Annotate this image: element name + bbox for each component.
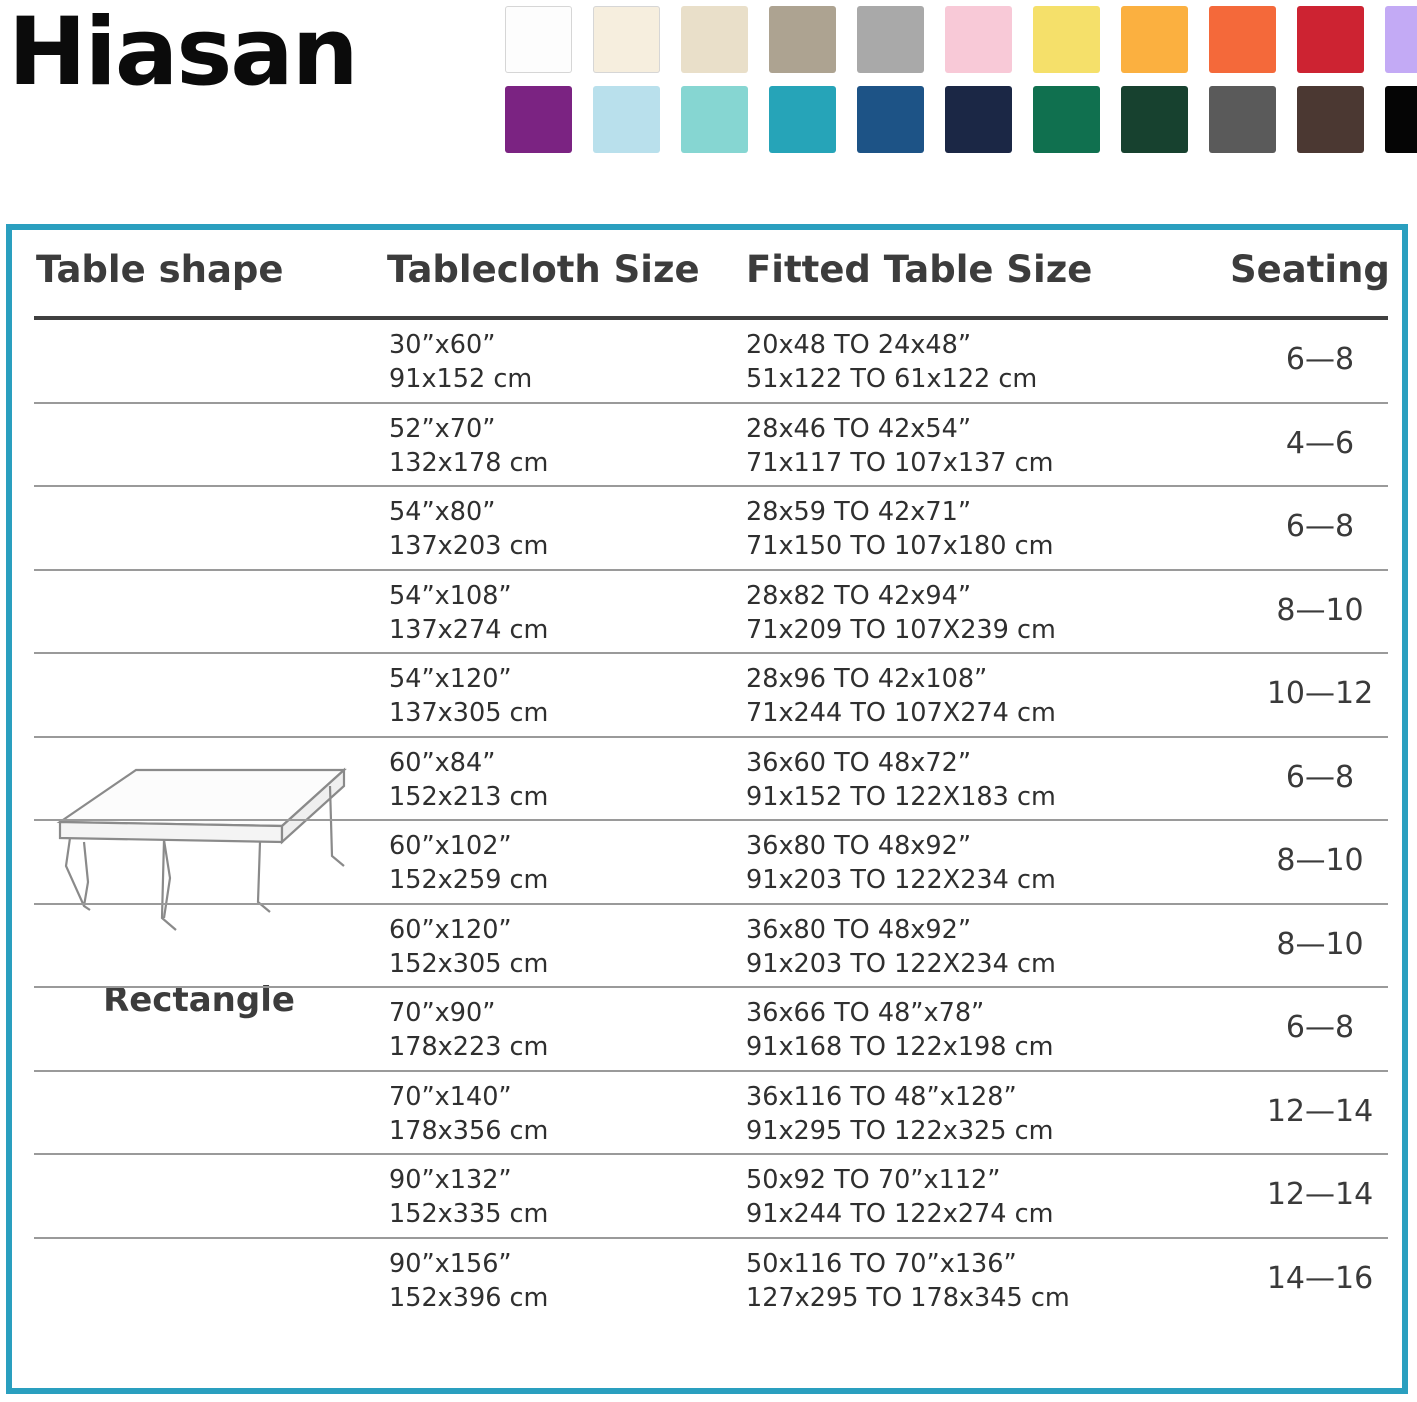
cloth-inches: 60”x120”: [389, 914, 512, 945]
cell-seating: 10—12: [1266, 676, 1374, 711]
table-row: [34, 1072, 1388, 1156]
table-row: [34, 988, 1388, 1072]
swatch-lavender[interactable]: [1385, 6, 1417, 73]
swatch-navy-blue[interactable]: [857, 86, 924, 153]
swatch-taupe[interactable]: [769, 6, 836, 73]
cell-tablecloth-size: [389, 328, 532, 397]
cloth-inches: 54”x108”: [389, 580, 512, 611]
fitted-inches: 36x80 TO 48x92”: [746, 914, 972, 945]
cloth-cm: 178x223 cm: [389, 1032, 549, 1063]
swatch-charcoal[interactable]: [1209, 86, 1276, 153]
cloth-cm: 137x274 cm: [389, 614, 549, 645]
swatch-powder-blue[interactable]: [593, 86, 660, 153]
column-header-seating: Seating: [1230, 248, 1390, 291]
cloth-inches: 54”x80”: [389, 497, 496, 527]
cell-seating: 6—8: [1285, 509, 1355, 544]
cell-fitted-table-size: [746, 662, 1056, 731]
table-row: [34, 821, 1388, 905]
swatch-gray[interactable]: [857, 6, 924, 73]
swatch-aqua[interactable]: [681, 86, 748, 153]
table-row: [34, 654, 1388, 738]
table-row: [34, 1239, 1388, 1321]
cloth-cm: 152x335 cm: [389, 1199, 549, 1230]
cloth-inches: 70”x140”: [389, 1081, 512, 1112]
swatch-teal[interactable]: [769, 86, 836, 153]
fitted-cm: 91x168 TO 122x198 cm: [746, 1032, 1054, 1063]
fitted-cm: 51x122 TO 61x122 cm: [746, 364, 1038, 395]
cell-fitted-table-size: [746, 412, 1053, 481]
table-row: [34, 738, 1388, 822]
cell-seating: 6—8: [1285, 342, 1355, 377]
cell-tablecloth-size: [389, 495, 548, 564]
cell-fitted-table-size: [746, 913, 1056, 982]
cloth-inches: 60”x84”: [389, 747, 496, 778]
swatch-orange[interactable]: [1209, 6, 1276, 73]
size-chart-panel: [6, 224, 1408, 1394]
size-chart-header-row: [34, 248, 1388, 320]
fitted-inches: 50x92 TO 70”x112”: [746, 1165, 1001, 1195]
fitted-inches: 50x116 TO 70”x136”: [746, 1248, 1017, 1279]
cell-seating: 6—8: [1285, 759, 1355, 795]
table-row: [34, 487, 1388, 571]
column-header-fitted-table-size: Fitted Table Size: [746, 248, 1093, 291]
fitted-inches: 28x96 TO 42x108”: [746, 664, 988, 694]
fitted-cm: 71x117 TO 107x137 cm: [746, 447, 1054, 478]
cloth-cm: 152x305 cm: [389, 948, 549, 979]
cloth-cm: 137x305 cm: [389, 698, 549, 729]
swatch-ivory[interactable]: [593, 6, 660, 73]
cell-seating: 14—16: [1266, 1260, 1374, 1296]
cell-fitted-table-size: [746, 328, 1037, 397]
cell-tablecloth-size: [389, 746, 548, 815]
cloth-inches: 30”x60”: [389, 330, 496, 360]
cloth-inches: 90”x132”: [389, 1165, 512, 1195]
table-row: [34, 1155, 1388, 1239]
cell-tablecloth-size: [389, 1247, 548, 1316]
table-row: [34, 905, 1388, 989]
page-header: [0, 0, 1417, 170]
column-header-table-shape: Table shape: [36, 248, 284, 291]
table-row: [34, 404, 1388, 488]
cell-tablecloth-size: [389, 913, 548, 982]
color-swatch-palette: [505, 6, 1417, 166]
swatch-emerald[interactable]: [1033, 86, 1100, 153]
fitted-cm: 71x150 TO 107x180 cm: [746, 531, 1054, 562]
cloth-cm: 132x178 cm: [389, 447, 549, 478]
swatch-white[interactable]: [505, 6, 572, 73]
fitted-inches: 28x59 TO 42x71”: [746, 497, 972, 527]
fitted-cm: 91x244 TO 122x274 cm: [746, 1199, 1054, 1230]
fitted-inches: 36x60 TO 48x72”: [746, 747, 972, 778]
cell-fitted-table-size: [746, 1247, 1070, 1316]
cloth-cm: 137x203 cm: [389, 531, 549, 562]
cell-seating: 8—10: [1276, 926, 1364, 962]
table-row: [34, 571, 1388, 655]
fitted-cm: 71x244 TO 107X274 cm: [746, 698, 1056, 729]
swatch-midnight-navy[interactable]: [945, 86, 1012, 153]
cell-tablecloth-size: [389, 996, 548, 1065]
fitted-inches: 36x116 TO 48”x128”: [746, 1081, 1017, 1112]
swatch-red[interactable]: [1297, 6, 1364, 73]
fitted-cm: 71x209 TO 107X239 cm: [746, 614, 1056, 645]
brand-logo: Hiasan: [8, 0, 357, 107]
cell-fitted-table-size: [746, 996, 1053, 1065]
cell-seating: 4—6: [1285, 425, 1355, 461]
cell-tablecloth-size: [389, 1080, 548, 1149]
cell-fitted-table-size: [746, 579, 1056, 648]
table-row: [34, 320, 1388, 404]
cell-tablecloth-size: [389, 1163, 548, 1232]
swatch-light-pink[interactable]: [945, 6, 1012, 73]
swatch-gold[interactable]: [1121, 6, 1188, 73]
cloth-cm: 152x213 cm: [389, 781, 549, 812]
cell-tablecloth-size: [389, 412, 548, 481]
fitted-inches: 36x66 TO 48”x78”: [746, 998, 985, 1028]
cell-fitted-table-size: [746, 746, 1056, 815]
cloth-inches: 60”x102”: [389, 831, 512, 861]
cell-fitted-table-size: [746, 1080, 1053, 1149]
swatch-dark-green[interactable]: [1121, 86, 1188, 153]
cell-tablecloth-size: [389, 829, 548, 898]
swatch-black[interactable]: [1385, 86, 1417, 153]
fitted-inches: 36x80 TO 48x92”: [746, 831, 972, 861]
cloth-inches: 52”x70”: [389, 413, 496, 444]
fitted-cm: 91x203 TO 122X234 cm: [746, 865, 1056, 896]
cell-seating: 12—14: [1266, 1177, 1374, 1212]
cell-seating: 8—10: [1276, 592, 1364, 628]
fitted-cm: 91x152 TO 122X183 cm: [746, 781, 1056, 812]
table-shape-label: Rectangle: [103, 980, 295, 1020]
fitted-cm: 127x295 TO 178x345 cm: [746, 1282, 1070, 1313]
swatch-purple[interactable]: [505, 86, 572, 153]
swatch-yellow[interactable]: [1033, 6, 1100, 73]
fitted-cm: 91x203 TO 122X234 cm: [746, 948, 1056, 979]
fitted-inches: 28x46 TO 42x54”: [746, 413, 972, 444]
fitted-inches: 28x82 TO 42x94”: [746, 580, 972, 611]
cloth-inches: 70”x90”: [389, 998, 496, 1028]
cloth-cm: 152x396 cm: [389, 1282, 549, 1313]
swatch-dark-brown[interactable]: [1297, 86, 1364, 153]
cloth-cm: 178x356 cm: [389, 1115, 549, 1146]
cell-seating: 6—8: [1285, 1010, 1355, 1045]
cloth-cm: 91x152 cm: [389, 364, 533, 395]
cell-seating: 12—14: [1266, 1093, 1374, 1129]
cloth-inches: 90”x156”: [389, 1248, 512, 1279]
column-header-tablecloth-size: Tablecloth Size: [387, 248, 700, 291]
cell-tablecloth-size: [389, 662, 548, 731]
swatch-row-1: [505, 6, 1417, 73]
cloth-inches: 54”x120”: [389, 664, 512, 694]
fitted-cm: 91x295 TO 122x325 cm: [746, 1115, 1054, 1146]
swatch-beige[interactable]: [681, 6, 748, 73]
fitted-inches: 20x48 TO 24x48”: [746, 330, 972, 360]
cloth-cm: 152x259 cm: [389, 865, 549, 896]
cell-fitted-table-size: [746, 495, 1053, 564]
cell-fitted-table-size: [746, 829, 1056, 898]
cell-fitted-table-size: [746, 1163, 1053, 1232]
cell-seating: 8—10: [1276, 843, 1364, 878]
cell-tablecloth-size: [389, 579, 548, 648]
size-chart-body: [34, 320, 1388, 1320]
swatch-row-2: [505, 86, 1417, 153]
